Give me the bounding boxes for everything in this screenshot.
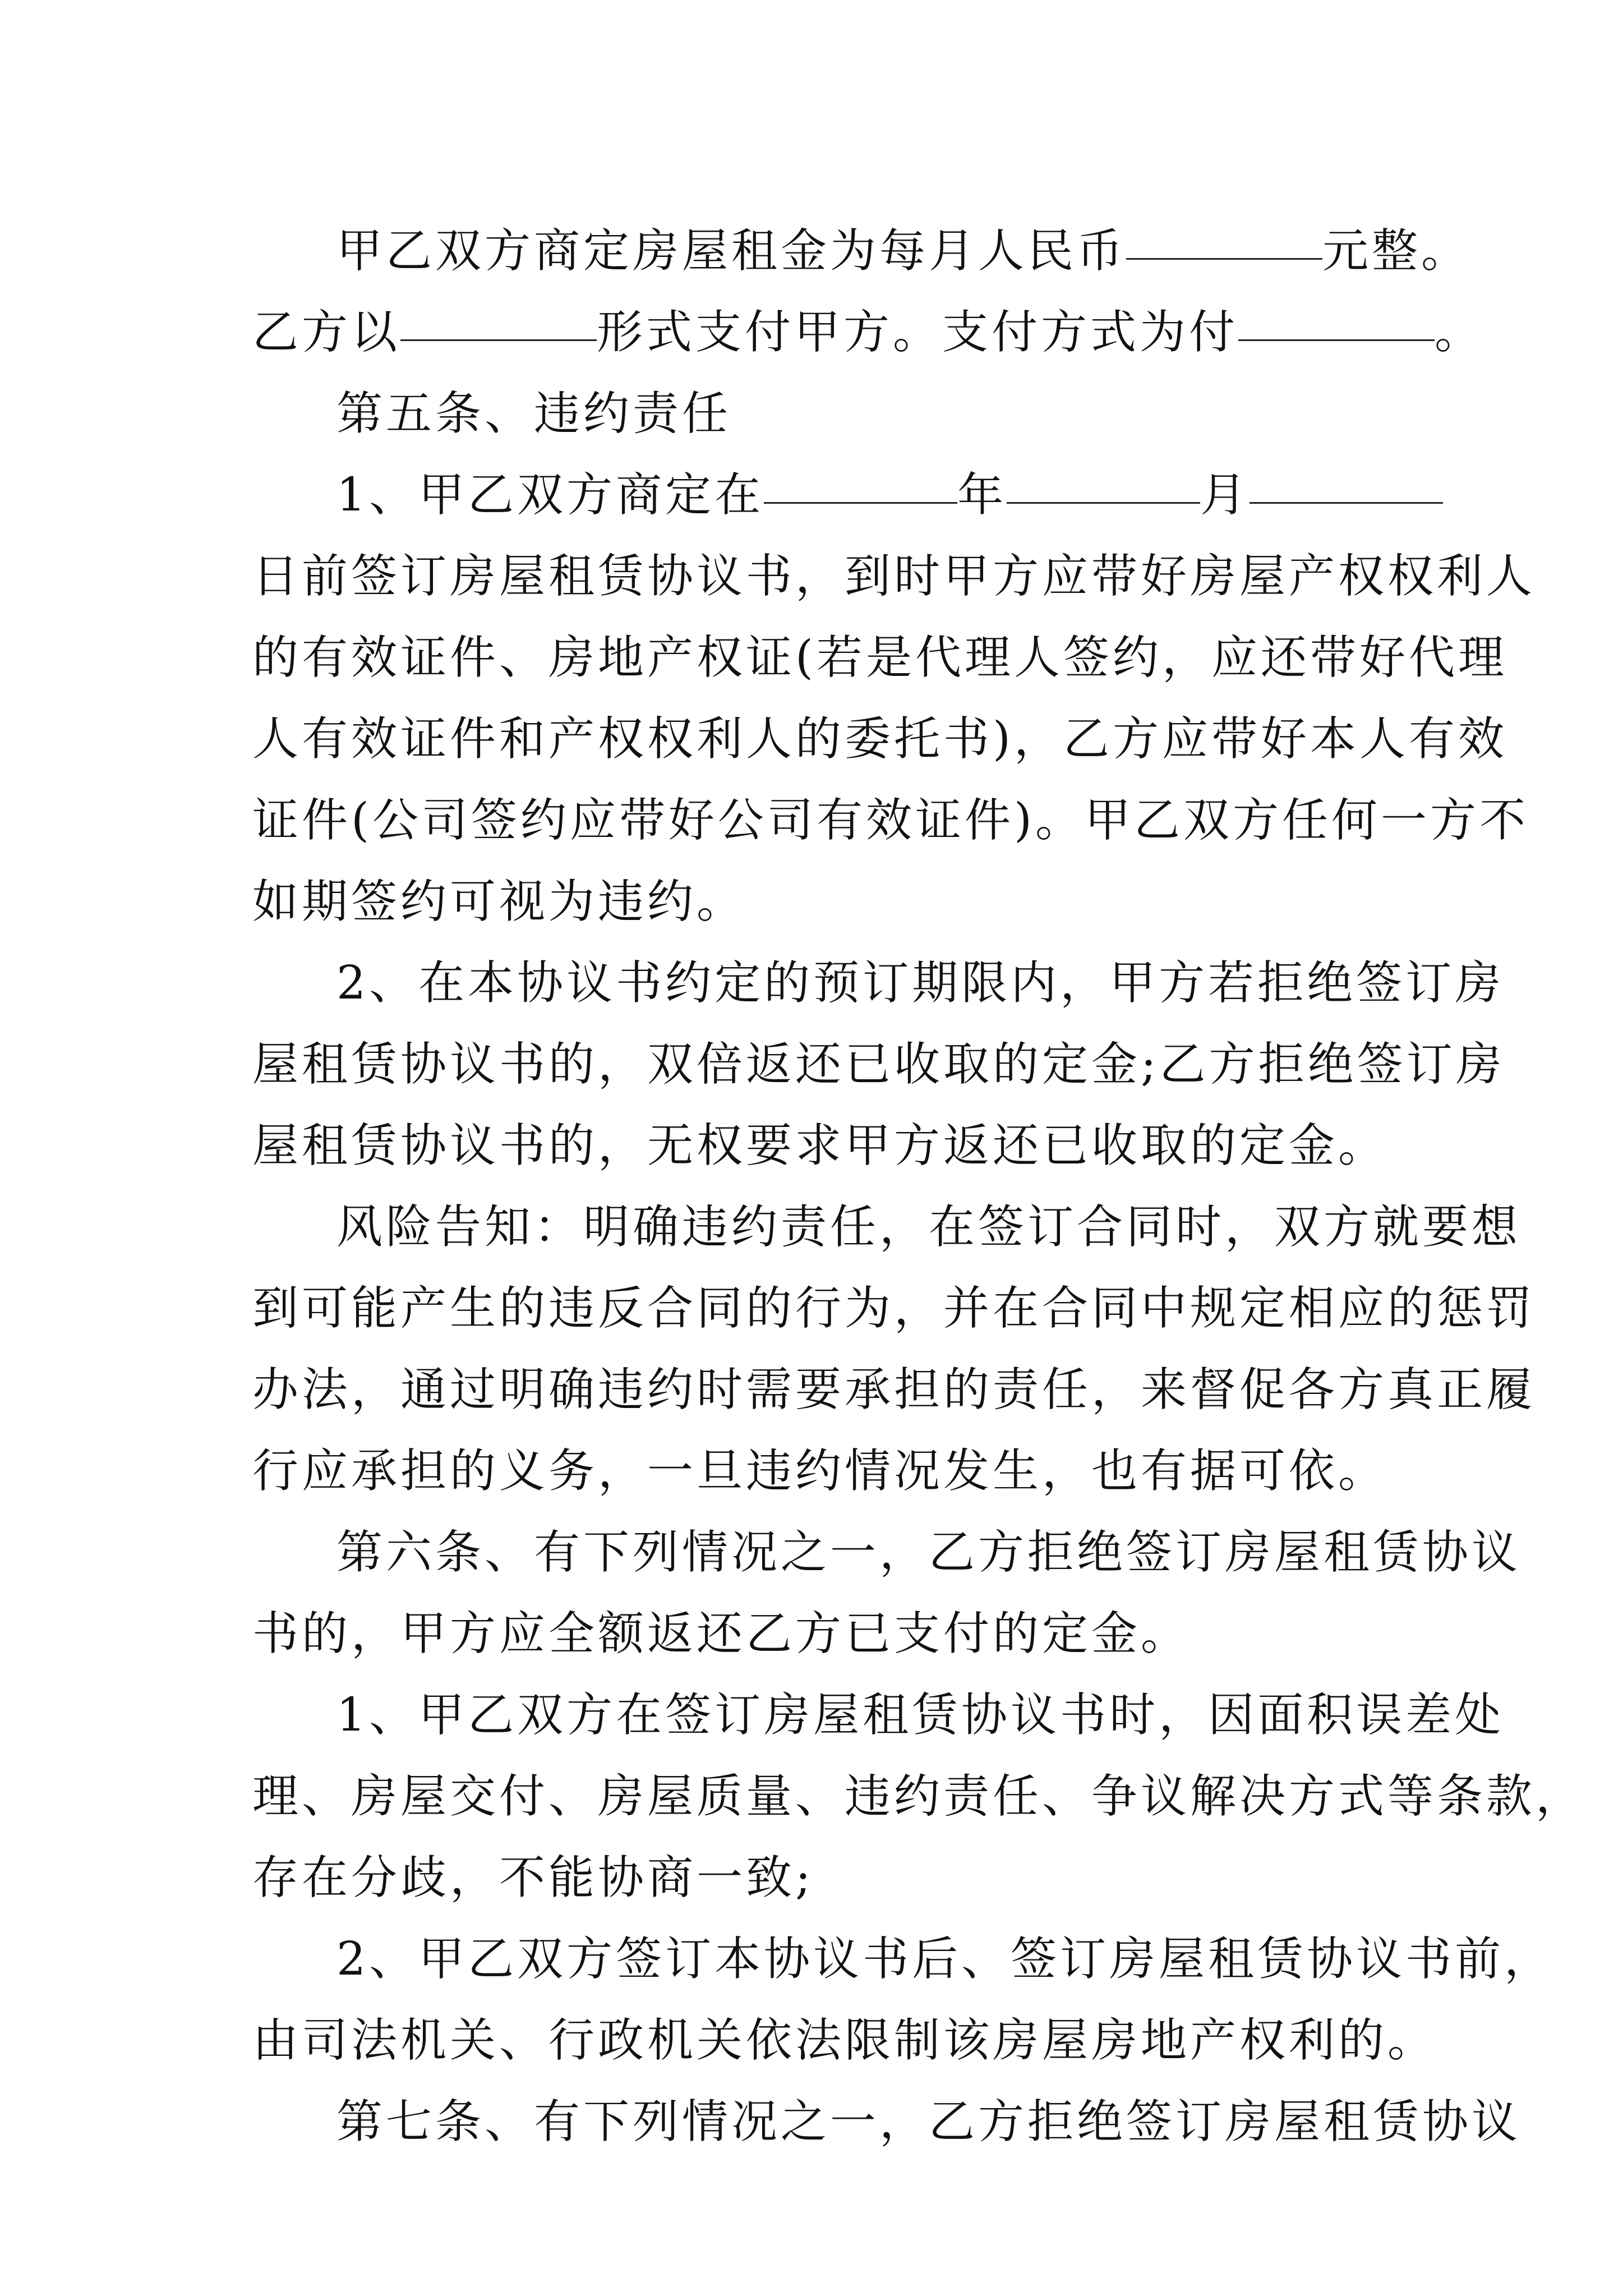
blank-day <box>1249 501 1443 504</box>
text-line: 存在分歧，不能协商一致; <box>252 1851 814 1904</box>
paragraph-signing-date <box>252 454 1380 536</box>
text-line: 办法，通过明确违约时需要承担的责任，来督促各方真正履 <box>252 1363 1536 1416</box>
text-line: 证件(公司签约应带好公司有效证件)。甲乙双方任何一方不 <box>252 794 1529 847</box>
text-segment: 形式支付甲方。支付方式为付 <box>597 306 1239 359</box>
text-line: 行应承担的义务，一旦违约情况发生，也有据可依。 <box>252 1444 1388 1498</box>
section-heading-article-7: 第七条、有下列情况之一，乙方拒绝签订房屋租赁协议 <box>336 2095 1521 2148</box>
paragraph-rent-amount <box>252 210 1471 292</box>
text-line: 2、在本协议书约定的预订期限内，甲方若拒绝签订房 <box>336 956 1505 1010</box>
blank-year <box>764 501 957 504</box>
document-body <box>252 210 1585 2162</box>
text-segment: 元整。 <box>1322 224 1471 278</box>
text-segment: 。 <box>1435 306 1484 359</box>
text-segment: 年 <box>957 468 1007 522</box>
text-line: 人有效证件和产权权利人的委托书)，乙方应带好本人有效 <box>252 712 1507 766</box>
text-line: 的有效证件、房地产权证(若是代理人签约，应还带好代理 <box>252 631 1507 684</box>
text-segment: 甲乙双方商定房屋租金为每月人民币 <box>336 224 1127 278</box>
text-segment: 1、甲乙双方商定在 <box>336 468 764 522</box>
text-line: 日前签订房屋租赁协议书，到时甲方应带好房屋产权权利人 <box>252 550 1536 603</box>
text-line: 理、房屋交付、房屋质量、违约责任、争议解决方式等条款， <box>252 1770 1585 1823</box>
blank-payment-method <box>1238 339 1435 341</box>
risk-notice-line: 风险告知：明确违约责任，在签订合同时，双方就要想 <box>336 1200 1521 1254</box>
blank-payment-form <box>400 339 597 341</box>
text-line: 2、甲乙双方签订本协议书后、签订房屋租赁协议书前， <box>336 1932 1554 1986</box>
text-line: 到可能产生的违反合同的行为，并在合同中规定相应的惩罚 <box>252 1282 1536 1335</box>
section-heading-article-5: 第五条、违约责任 <box>336 387 732 440</box>
text-line: 如期签约可视为违约。 <box>252 875 746 928</box>
text-line: 屋租赁协议书的，无权要求甲方返还已收取的定金。 <box>252 1119 1388 1172</box>
text-line: 书的，甲方应全额返还乙方已支付的定金。 <box>252 1607 1191 1660</box>
paragraph-payment-form <box>252 292 1484 373</box>
text-line: 屋租赁协议书的，双倍返还已收取的定金;乙方拒绝签订房 <box>252 1038 1505 1091</box>
text-line: 1、甲乙双方在签订房屋租赁协议书时，因面积误差处 <box>336 1688 1505 1742</box>
blank-month <box>1007 501 1200 504</box>
text-line: 由司法机关、行政机关依法限制该房屋房地产权利的。 <box>252 2014 1437 2067</box>
section-heading-article-6: 第六条、有下列情况之一，乙方拒绝签订房屋租赁协议 <box>336 1526 1521 1579</box>
text-segment: 月 <box>1200 468 1250 522</box>
blank-rent-amount <box>1126 257 1322 260</box>
text-segment: 乙方以 <box>252 306 401 359</box>
